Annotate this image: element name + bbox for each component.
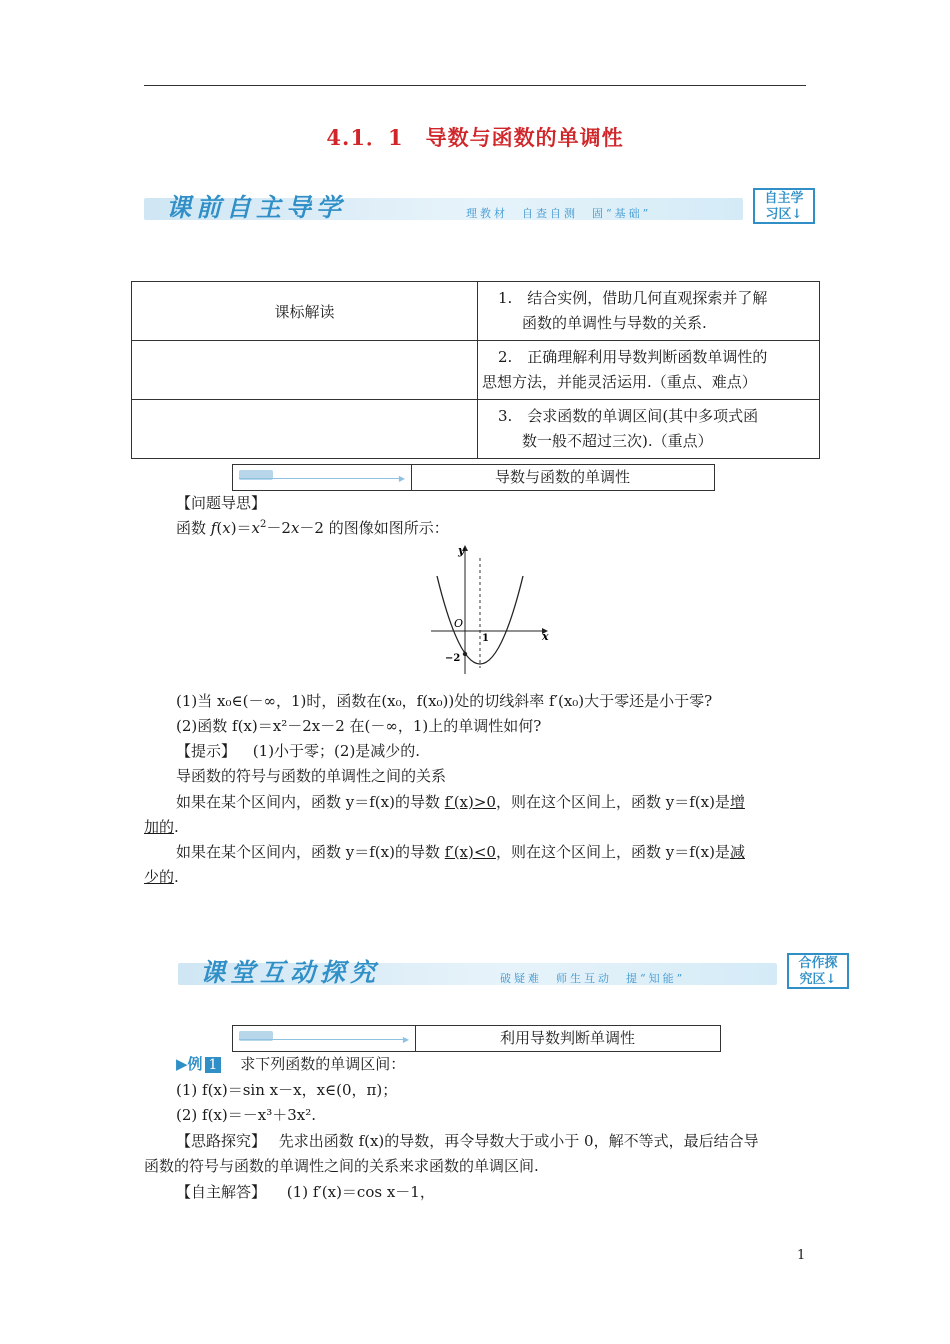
banner-box bbox=[787, 953, 849, 989]
objectives-empty-cell bbox=[132, 400, 478, 459]
x-tick-label: 1 bbox=[482, 633, 489, 644]
objective-1-line1: 1. 结合实例，借助几何直观探索并了解 bbox=[498, 289, 768, 307]
objective-1 bbox=[478, 282, 820, 341]
thinking-line1 bbox=[176, 1130, 759, 1151]
origin-label: O bbox=[454, 617, 464, 630]
hint bbox=[176, 740, 420, 761]
rule-decreasing-line2: 少的. bbox=[144, 868, 179, 886]
y-axis-label: y bbox=[458, 544, 465, 557]
banner-box-line2: 习区↓ bbox=[765, 207, 803, 222]
banner-box-line1: 自主学 bbox=[764, 191, 804, 206]
banner-box-line2: 究区↓ bbox=[799, 972, 837, 987]
rule-increasing-condition: f′(x)>0 bbox=[444, 793, 496, 811]
arrow-right-icon: ▶ bbox=[398, 474, 405, 483]
knowledge-point-2 bbox=[232, 1025, 721, 1052]
section-banner-inclass bbox=[178, 953, 849, 993]
function-statement-post: 的图像如图所示： bbox=[328, 519, 449, 537]
objective-3-line1: 3. 会求函数的单调区间(其中多项式函 bbox=[498, 407, 759, 425]
banner-title: 课堂互动探究 bbox=[200, 958, 381, 987]
thinking-label: 【思路探究】 bbox=[176, 1132, 267, 1150]
rule-decreasing-b: ，则在这个区间上，函数 y＝f(x)是 bbox=[495, 843, 730, 861]
y-tick-label: −2 bbox=[445, 653, 461, 664]
question-heading: 【问题导思】 bbox=[176, 494, 267, 512]
knowledge-point-title: 利用导数判断单调性 bbox=[499, 1029, 635, 1047]
function-statement bbox=[176, 517, 449, 538]
knowledge-tag bbox=[233, 1026, 416, 1051]
banner-box-line1: 合作探 bbox=[798, 956, 838, 971]
banner-subtitle: 破疑难 师生互动 提“知能” bbox=[500, 972, 686, 985]
rule-decreasing-line1 bbox=[176, 841, 745, 862]
objective-2 bbox=[478, 341, 820, 400]
rule-increasing-line1 bbox=[176, 791, 745, 812]
top-rule bbox=[144, 85, 806, 86]
example-item-1: (1) f(x)＝sin x－x，x∈(0，π)； bbox=[176, 1081, 398, 1099]
answer-text: (1) f′(x)＝cos x－1， bbox=[286, 1183, 435, 1201]
objectives-empty-cell bbox=[132, 341, 478, 400]
objectives-label: 课标解读 bbox=[132, 282, 478, 341]
page-title: 4.1．1 导数与函数的单调性 bbox=[326, 125, 624, 150]
rule-increasing-b: ，则在这个区间上，函数 y＝f(x)是 bbox=[495, 793, 730, 811]
relation-heading: 导函数的符号与函数的单调性之间的关系 bbox=[176, 767, 447, 785]
example-number: 1 bbox=[205, 1057, 222, 1073]
rule-decreasing-a: 如果在某个区间内，函数 y＝f(x)的导数 bbox=[176, 843, 445, 861]
banner-subtitle: 理教材 自查自测 固“基础” bbox=[466, 207, 652, 220]
parabola-graph bbox=[425, 540, 555, 678]
objective-3 bbox=[478, 400, 820, 459]
knowledge-tag bbox=[233, 465, 412, 490]
x-axis-label: x bbox=[542, 630, 549, 643]
function-formula: $f(x)=x^2-2x-2$ bbox=[210, 519, 329, 537]
arrow-right-icon: ▶ bbox=[402, 1035, 409, 1044]
objective-2-line1: 2. 正确理解利用导数判断函数单调性的 bbox=[498, 348, 768, 366]
thinking-line2: 函数的符号与函数的单调性之间的关系来求函数的单调区间. bbox=[144, 1157, 539, 1175]
banner-box bbox=[753, 188, 815, 224]
y-intercept-point bbox=[463, 652, 467, 656]
hint-text: (1)小于零；(2)是减少的. bbox=[252, 742, 421, 760]
rule-increasing-a: 如果在某个区间内，函数 y＝f(x)的导数 bbox=[176, 793, 445, 811]
page-number: 1 bbox=[797, 1248, 806, 1263]
question-2: (2)函数 f(x)＝x²－2x－2 在(－∞，1)上的单调性如何? bbox=[176, 717, 542, 735]
knowledge-tag-line bbox=[239, 1039, 405, 1040]
question-1: (1)当 x₀∈(－∞，1)时，函数在(x₀，f(x₀))处的切线斜率 f′(x₀)大于零还是小于零? bbox=[176, 692, 713, 710]
rule-increasing-answer: 增 bbox=[729, 793, 745, 811]
example-tag: ▶例 bbox=[176, 1055, 203, 1073]
knowledge-tag-line bbox=[239, 478, 401, 479]
thinking-text-1: 先求出函数 f(x)的导数，再令导数大于或小于 0，解不等式，最后结合导 bbox=[278, 1132, 759, 1150]
objectives-table bbox=[131, 281, 820, 459]
rule-decreasing-condition: f′(x)<0 bbox=[444, 843, 496, 861]
answer-label: 【自主解答】 bbox=[176, 1183, 267, 1201]
objective-3-line2: 数一般不超过三次).（重点） bbox=[522, 432, 713, 450]
section-banner-preclass bbox=[144, 188, 815, 228]
example-prompt: 求下列函数的单调区间： bbox=[240, 1055, 406, 1073]
hint-label: 【提示】 bbox=[176, 742, 237, 760]
rule-decreasing-answer-cont: 少的 bbox=[144, 868, 175, 886]
objective-2-line2: 思想方法，并能灵活运用.（重点、难点） bbox=[482, 373, 757, 391]
rule-decreasing-answer: 减 bbox=[729, 843, 745, 861]
function-statement-pre: 函数 bbox=[176, 519, 207, 537]
answer-line bbox=[176, 1181, 435, 1202]
example-item-2: (2) f(x)＝－x³＋3x². bbox=[176, 1106, 316, 1124]
rule-increasing-answer-cont: 加的 bbox=[144, 818, 175, 836]
objective-1-line2: 函数的单调性与导数的关系. bbox=[522, 314, 707, 332]
banner-title: 课前自主导学 bbox=[166, 193, 347, 222]
rule-increasing-line2: 加的. bbox=[144, 818, 179, 836]
example-1 bbox=[176, 1053, 405, 1074]
knowledge-point-title: 导数与函数的单调性 bbox=[494, 468, 630, 486]
knowledge-point-1 bbox=[232, 464, 715, 491]
